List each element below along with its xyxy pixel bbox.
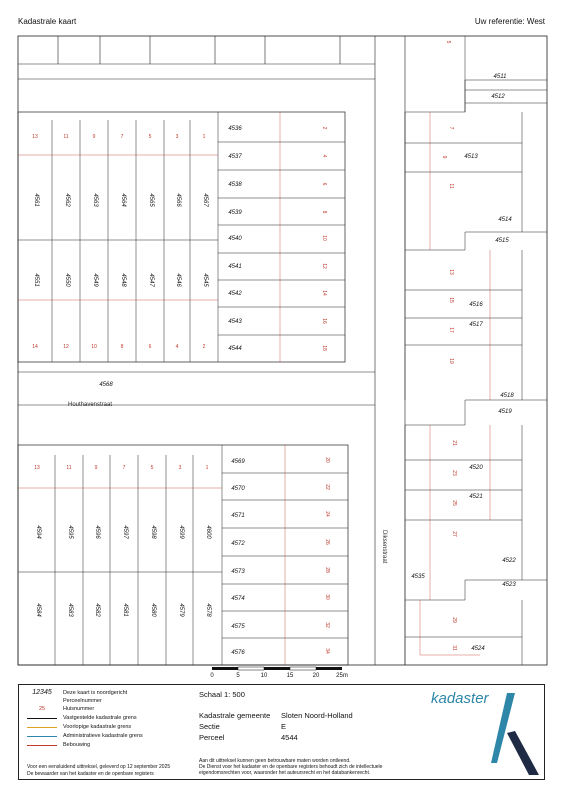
scale-tick-label: 0 [210,673,214,679]
house-number: 12 [321,263,327,269]
diksenstraat-road [375,36,405,665]
scale-tick-label: 25m [336,673,348,679]
info-value-sectie: E [281,722,287,731]
kadaster-logo-text: kadaster [431,690,489,707]
parcel-label: 4562 [64,193,70,207]
house-number: 6 [148,344,152,350]
parcel-label: 4524 [471,646,485,652]
parcel-label: 4544 [228,346,242,352]
parcel-label: 4598 [150,525,156,539]
parcel-label: 4572 [231,541,245,547]
scale-tick-label: 15 [286,673,294,679]
house-number: 9 [92,134,96,140]
footer-line-2: De bewaarder van het kadaster en de openbare registers [27,771,154,777]
parcel-label: 4522 [502,558,516,564]
parcel-label: 4542 [228,291,242,297]
parcel-label: 4539 [228,210,242,216]
east-strip [405,36,547,665]
parcel-label: 4516 [469,302,483,308]
house-number: 1 [202,134,206,140]
parcel-label: 4597 [122,525,128,539]
disclaimer-2: De Dienst voor het kadaster en de openbare registers behoudt zich de intellectuele [199,764,383,770]
diksenstraat-label: Diksenstraat [381,530,387,564]
house-number: 18 [321,345,327,351]
footer-line-1: Voor een eensluidend uittreksel, geleverd op 12 september 2025 [27,764,171,770]
house-number: 20 [324,457,330,463]
parcel-label: 4582 [94,603,100,617]
house-number: 13 [32,134,38,140]
houthavenstraat-road [18,372,375,405]
parcel-label: 4566 [175,193,181,207]
legend-item-parcel-number: Perceelnummer [63,698,102,704]
legend-provisional-line [27,727,57,728]
legend-item-provisional: Voorlopige kadastrale grens [63,724,132,730]
house-number: 15 [448,297,454,303]
house-number: 9 [94,465,98,471]
map-title: Kadastrale kaart [18,17,77,26]
parcel-label: 4512 [491,94,505,100]
house-number: 11 [66,465,72,471]
parcel-label: 4546 [175,273,181,287]
info-value-gemeente: Sloten Noord-Holland [281,711,353,720]
legend-item-house-number: Huisnummer [63,706,95,712]
legend-item-building: Bebouwing [63,742,91,748]
disclaimer-1: Aan dit uittreksel kunnen geen betrouwbare maten worden ontleend. [199,758,351,764]
house-number: 25 [451,500,457,506]
legend-panel [18,684,545,780]
house-number: 21 [451,440,457,446]
house-number: 5 [150,465,154,471]
house-number: 3 [175,134,179,140]
parcel-label: 4541 [228,264,242,270]
house-number: 12 [63,344,69,350]
parcel-label: 4596 [94,525,100,539]
house-number: 16 [321,318,327,324]
house-number: 14 [321,290,327,296]
disclaimer-3: eigendomsrechten voor, waaronder het auteursrecht en het databankenrecht. [199,770,371,776]
house-number: 3 [178,465,182,471]
house-number: 2 [202,344,206,350]
parcel-label: 4520 [469,465,483,471]
parcel-label: 4523 [502,582,516,588]
parcel-label: 4550 [64,273,70,287]
parcel-label: 4547 [148,273,154,287]
house-number: 4 [321,154,327,158]
legend-item-north: Deze kaart is noordgericht [63,689,128,696]
house-number: 6 [321,182,327,186]
parcel-label: 4575 [231,624,245,630]
scale-text: Schaal 1: 500 [199,690,245,699]
legend-item-admin: Administratieve kadastrale grens [63,733,143,739]
parcel-label: 4537 [228,154,242,160]
house-number: 32 [324,622,330,628]
parcel-label: 4576 [231,650,245,656]
parcel-label: 4513 [464,154,478,160]
house-number: 7 [122,465,126,471]
parcel-label: 4517 [469,322,483,328]
house-number: 7 [448,126,454,130]
parcel-label: 4594 [35,525,41,539]
house-number: 14 [32,344,38,350]
house-number: 10 [91,344,97,350]
house-number: 26 [324,539,330,545]
house-number: 22 [324,484,330,490]
house-number: 31 [451,645,457,651]
legend-building-line [27,745,57,746]
parcel-label: 4579 [178,603,184,617]
legend-north [27,689,127,696]
parcel-label: 4581 [122,603,128,617]
parcel-label: 4574 [231,596,245,602]
parcel-label: 4573 [231,569,245,575]
house-number: 9 [441,155,447,159]
parcel-label: 4511 [493,74,507,80]
parcel-label: 4514 [498,217,512,223]
scale-tick-label: 5 [236,673,240,679]
house-number: 5 [445,40,451,44]
parcel-label: 4545 [202,273,208,287]
top-strip [18,36,375,79]
house-number: 8 [321,210,327,214]
parcel-label: 4599 [178,525,184,539]
parcel-label: 4551 [33,273,39,287]
house-number: 28 [324,567,330,573]
parcel-label-layer [32,41,516,656]
parcel-label: 4568 [99,382,113,388]
house-number: 17 [448,327,454,333]
reference-label: Uw referentie: West [474,17,545,26]
parcel-label: 4570 [231,486,245,492]
parcel-label: 4515 [495,238,509,244]
house-number: 5 [148,134,152,140]
bottom-block [18,445,348,665]
parcel-label: 4518 [500,393,514,399]
legend-item-fixed: Vastgestelde kadastrale grens [63,715,137,721]
scale-bar [210,667,348,679]
parcel-label: 4564 [120,193,126,207]
legend-example-hn: 25 [38,706,46,712]
house-number: 23 [451,470,457,476]
house-number: 11 [448,183,454,189]
house-number: 13 [448,269,454,275]
parcel-label: 4569 [231,459,245,465]
info-label-gemeente: Kadastrale gemeente [199,711,271,720]
legend-example-number: 12345 [32,689,52,696]
parcel-label: 4567 [202,193,208,207]
legend-fixed-line [27,718,57,719]
map-frame [18,36,547,665]
house-number: 8 [120,344,124,350]
house-number: 4 [175,344,179,350]
house-number: 10 [321,235,327,241]
parcel-label: 4538 [228,182,242,188]
house-number: 11 [63,134,69,140]
parcel-label: 4571 [231,513,245,519]
house-number: 34 [324,648,330,654]
parcel-label: 4543 [228,319,242,325]
legend-admin-line [27,736,57,737]
parcel-label: 4548 [120,273,126,287]
parcel-label: 4578 [205,603,211,617]
parcel-label: 4595 [67,525,73,539]
top-block [18,112,345,362]
parcel-label: 4580 [150,603,156,617]
house-number: 2 [321,126,327,130]
house-number: 1 [205,465,209,471]
parcel-label: 4540 [228,236,242,242]
house-number: 29 [451,617,457,623]
parcel-label: 4600 [205,525,211,539]
info-label-perceel: Perceel [199,733,225,742]
house-number: 7 [120,134,124,140]
houthavenstraat-label: Houthavenstraat [68,402,113,408]
parcel-label: 4549 [92,273,98,287]
parcel-label: 4584 [35,603,41,617]
parcel-label: 4536 [228,126,242,132]
info-label-sectie: Sectie [199,722,220,731]
scale-tick-label: 10 [260,673,268,679]
parcel-label: 4519 [498,409,512,415]
house-number: 24 [324,511,330,517]
parcel-label: 4561 [33,193,39,207]
house-number: 19 [448,358,454,364]
parcel-label: 4535 [411,574,425,580]
house-number: 30 [324,594,330,600]
parcel-label: 4565 [148,193,154,207]
kadaster-logo-icon [489,691,541,776]
parcel-label: 4583 [67,603,73,617]
info-value-perceel: 4544 [281,733,298,742]
parcel-label: 4521 [469,494,483,500]
scale-tick-label: 20 [312,673,320,679]
house-number: 27 [451,531,457,537]
house-number: 13 [34,465,40,471]
parcel-label: 4563 [92,193,98,207]
